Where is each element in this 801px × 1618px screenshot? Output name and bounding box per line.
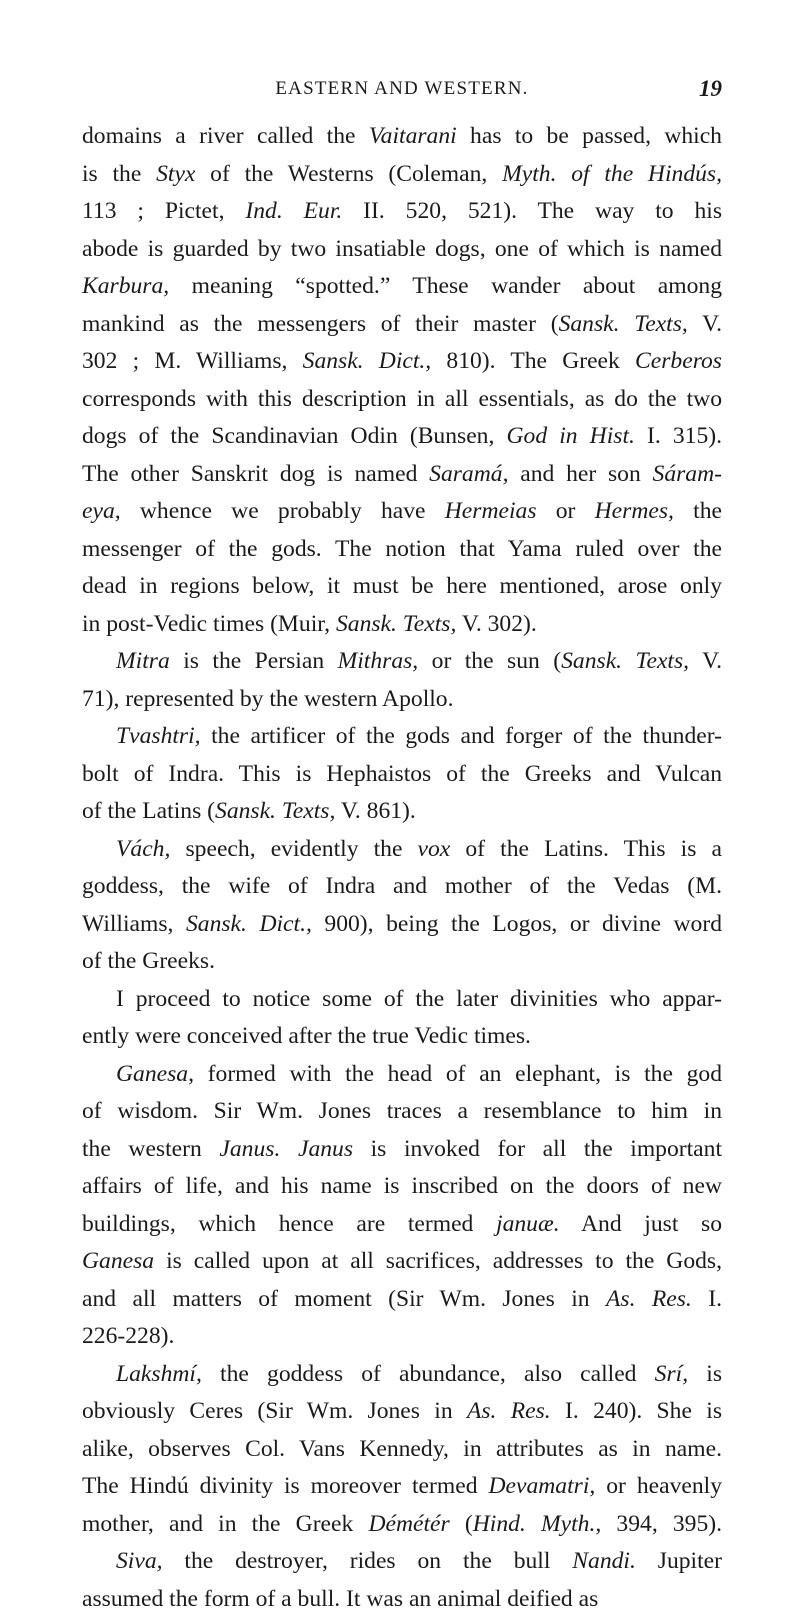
text-line: abode is guarded by two insatiable dogs, one of which is named [82,231,722,269]
text-line: and all matters of moment (Sir Wm. Jones in As. Res. I. [82,1281,722,1319]
running-title: EASTERN AND WESTERN. [82,78,722,100]
text-line: dead in regions below, it must be here mentioned, arose only [82,568,722,606]
text-line: in post-Vedic times (Muir, Sansk. Texts, V. 302). [82,606,722,644]
text-line: Vách, speech, evidently the vox of the Latins. This is a [82,831,722,869]
text-line: Mitra is the Persian Mithras, or the sun (Sansk. Texts, V. [82,643,722,681]
text-line: affairs of life, and his name is inscribed on the doors of new [82,1168,722,1206]
text-line: domains a river called the Vaitarani has to be passed, which [82,118,722,156]
text-line: obviously Ceres (Sir Wm. Jones in As. Res. I. 240). She is [82,1393,722,1431]
text-line: mother, and in the Greek Démétér (Hind. Myth., 394, 395). [82,1506,722,1544]
text-line: The other Sanskrit dog is named Saramá, and her son Sáram- [82,456,722,494]
text-line: goddess, the wife of Indra and mother of the Vedas (M. [82,868,722,906]
text-line: 71), represented by the western Apollo. [82,681,722,719]
text-line: corresponds with this description in all essentials, as do the two [82,381,722,419]
text-line: eya, whence we probably have Hermeias or Hermes, the [82,493,722,531]
text-line: ently were conceived after the true Vedic times. [82,1018,722,1056]
text-line: of the Latins (Sansk. Texts, V. 861). [82,793,722,831]
text-line: 302 ; M. Williams, Sansk. Dict., 810). The Greek Cerberos [82,343,722,381]
text-line: buildings, which hence are termed januæ. And just so [82,1206,722,1244]
page-number: 19 [699,76,722,102]
text-line: of the Greeks. [82,943,722,981]
text-line: the western Janus. Janus is invoked for all the important [82,1131,722,1169]
text-line: I proceed to notice some of the later divinities who appar- [82,981,722,1019]
body-text [82,118,722,1618]
running-head [82,78,722,108]
text-line: messenger of the gods. The notion that Yama ruled over the [82,531,722,569]
text-line: Ganesa is called upon at all sacrifices, addresses to the Gods, [82,1243,722,1281]
text-line: 113 ; Pictet, Ind. Eur. II. 520, 521). The way to his [82,193,722,231]
text-line: of wisdom. Sir Wm. Jones traces a resemblance to him in [82,1093,722,1131]
text-line: Lakshmí, the goddess of abundance, also called Srí, is [82,1356,722,1394]
text-line: Siva, the destroyer, rides on the bull Nandi. Jupiter [82,1543,722,1581]
text-line: Ganesa, formed with the head of an elephant, is the god [82,1056,722,1094]
text-line: The Hindú divinity is moreover termed Devamatri, or heavenly [82,1468,722,1506]
text-line: bolt of Indra. This is Hephaistos of the Greeks and Vulcan [82,756,722,794]
text-line: Tvashtri, the artificer of the gods and forger of the thunder- [82,718,722,756]
text-line: dogs of the Scandinavian Odin (Bunsen, God in Hist. I. 315). [82,418,722,456]
text-line: 226-228). [82,1318,722,1356]
text-line: alike, observes Col. Vans Kennedy, in attributes as in name. [82,1431,722,1469]
text-line: is the Styx of the Westerns (Coleman, Myth. of the Hindús, [82,156,722,194]
text-line: Williams, Sansk. Dict., 900), being the Logos, or divine word [82,906,722,944]
text-line: assumed the form of a bull. It was an animal deified as [82,1581,722,1618]
text-line: Karbura, meaning “spotted.” These wander about among [82,268,722,306]
text-line: mankind as the messengers of their master (Sansk. Texts, V. [82,306,722,344]
